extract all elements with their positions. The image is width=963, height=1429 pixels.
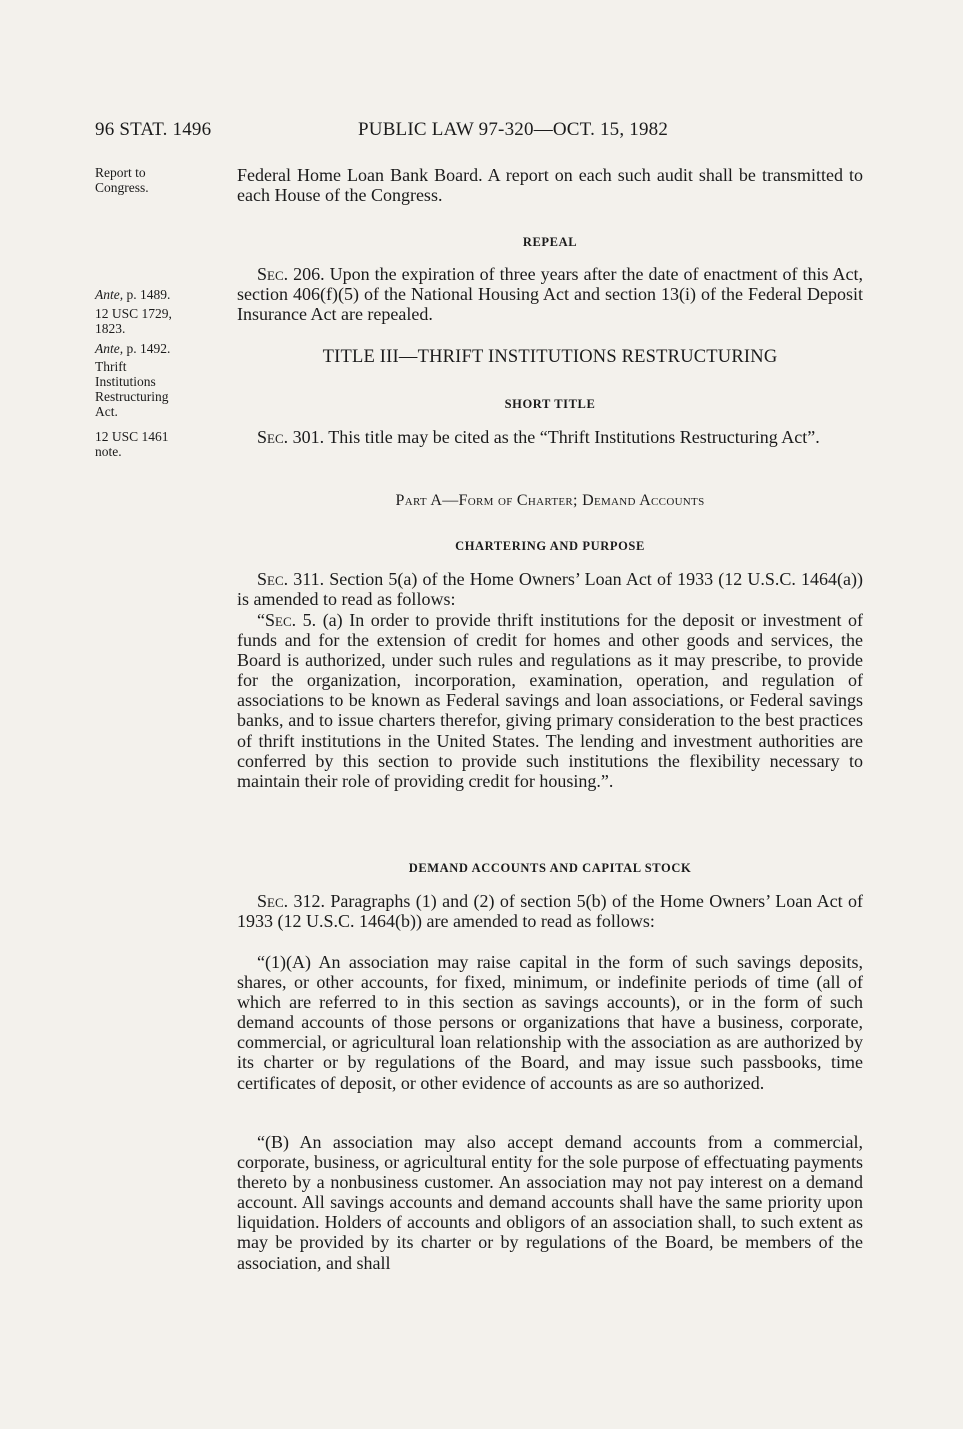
section-311: Sec. 311. Section 5(a) of the Home Owners’ Loan Act of 1933 (12 U.S.C. 1464(a)) is amended to read as follows: [237,569,863,610]
margin-note-thrift-act: Thrift Institutions Restructuring Act. [95,359,169,419]
section-5a-text: “Sec. 5. (a) In order to provide thrift institutions for the deposit or investment of funds and for the extension of credit for homes and other goods and services, the Board is authorized, under such rules and regulations as it may prescribe, to provide for the organization, incorporation, examination, operation, and regulation of associations to be known as Federal savings and loan associations, or Federal savings banks, and to issue charters therefor, giving primary consideration to the best practices of thrift institutions in the United States. The lending and investment authorities are conferred by this section to provide such institutions the flexibility necessary to maintain their role of providing credit for housing.”. [237,610,863,791]
margin-note-usc-1729: 12 USC 1729, 1823. [95,306,172,336]
running-header: PUBLIC LAW 97-320—OCT. 15, 1982 [358,119,669,140]
margin-note-ante-1492: Ante, p. 1492. [95,341,171,356]
paragraph-audit-report: Federal Home Loan Bank Board. A report on each such audit shall be transmitted to each House of the Congress. [237,165,863,206]
section-301: Sec. 301. This title may be cited as the “Thrift Institutions Restructuring Act”. [257,427,820,447]
heading-repeal: REPEAL [522,235,578,249]
paragraph-1a: “(1)(A) An association may raise capital in the form of such savings deposits, shares, or other accounts, for fixed, minimum, or indefinite periods of time (all of which are referred to in this section as savings accounts), or in the form of such demand accounts of those persons or organizations that have a business, corporate, commercial, or agricultural loan relationship with the association as are authorized by its charter or by regulations of the Board, and may issue such passbooks, time certificates of deposit, or other evidence of accounts as are so authorized. [237,952,863,1093]
margin-note-usc-1461: 12 USC 1461 note. [95,429,169,459]
margin-note-report: Report to Congress. [95,165,149,195]
paragraph-b: “(B) An association may also accept demand accounts from a commercial, corporate, business, or agricultural entity for the sole purpose of effectuating payments thereto by a nonbusiness customer. An association may not pay interest on a demand account. All savings accounts and demand accounts shall have the same priority upon liquidation. Holders of accounts and obligors of an association shall, to such extent as may be provided by its charter or by regulations of the Board, be members of the association, and shall [237,1132,863,1273]
section-206: Sec. 206. Upon the expiration of three years after the date of enactment of this Act, section 406(f)(5) of the National Housing Act and section 13(i) of the Federal Deposit Insurance Act are repealed. [237,264,863,325]
heading-chartering-purpose: CHARTERING AND PURPOSE [455,539,645,553]
heading-short-title: SHORT TITLE [504,397,596,411]
margin-note-ante-1489: Ante, p. 1489. [95,287,171,302]
title-iii-heading: TITLE III—THRIFT INSTITUTIONS RESTRUCTURING [322,347,778,367]
part-a-heading: Part A—Form of Charter; Demand Accounts [395,492,705,509]
statute-page-number: 96 STAT. 1496 [95,119,212,140]
heading-demand-accounts: DEMAND ACCOUNTS AND CAPITAL STOCK [408,861,692,875]
section-312: Sec. 312. Paragraphs (1) and (2) of section 5(b) of the Home Owners’ Loan Act of 1933 (12 U.S.C. 1464(b)) are amended to read as follows: [237,891,863,932]
